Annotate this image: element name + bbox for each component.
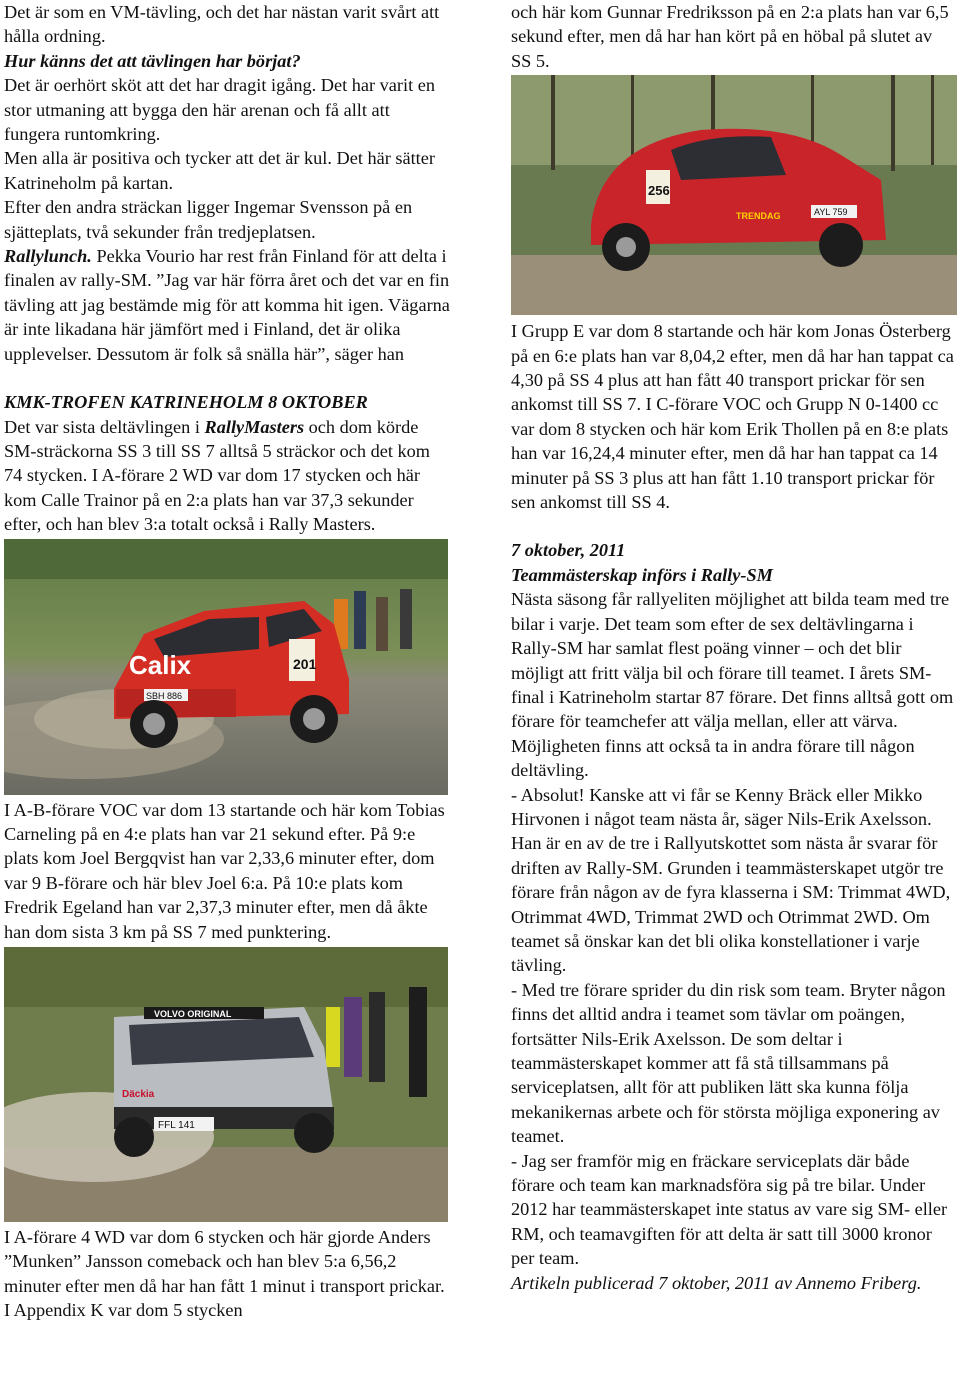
calix-decal: Calix [129,649,192,680]
car-number-256: 256 [648,183,670,199]
a4wd-paragraph: I A-förare 4 WD var dom 6 stycken och här gjorde Anders ”Munken” Jansson comeback och han blev 5:a 6,56,2 minuter efter men då har han fått 1 minut i transport prickar. I Appendix K var dom 5 stycken [4,1226,445,1321]
rally-photo-red-saab [511,75,957,315]
volvo-original-banner: VOLVO ORIGINAL [154,1008,232,1019]
fredriksson-paragraph: och här kom Gunnar Fredriksson på en 2:a plats han var 6,5 sekund efter, men då har han kört på en höbal på slutet av SS 5. [511,2,949,71]
article-body-2: - Absolut! Kanske att vi får se Kenny Bräck eller Mikko Hirvonen i något team nästa år, säger Nils-Erik Axelsson. Han är en av de tre i Rallyutskottet som nästa år svarar för driften av Rally-SM. Grunden i teammästerskapet utgör tre förare från någon av de fyra klasserna i SM: Trimmat 4WD, Otrimmat 4WD, Trimmat 2WD och Otrimmat 2WD. Om teamet så önskar kan det bli olika konstellationer i varje tävling. [511,784,951,976]
kmk-paragraph [4,415,450,537]
right-column [511,0,957,1295]
article-byline: Artikeln publicerad 7 oktober, 2011 av Annemo Friberg. [511,1272,922,1293]
rally-photo-red-clio [4,539,448,795]
interview-answer: Det är oerhört sköt att det har dragit igång. Det har varit en stor utmaning att bygga den här arenan och få allt att fungera runtomkring. [4,75,435,145]
rallymasters-name: RallyMasters [204,416,305,437]
trendag-decal: TRENDAG [736,211,781,222]
interview-answer-continued: Men alla är positiva och tycker att det är kul. Det här sätter Katrineholm på kartan. [4,148,435,193]
article-body-3: - Med tre förare sprider du din risk som team. Bryter någon finns det alltid andra i teamet som tävlar om poängen, fortsätter Nils-Erik Axelsson. De som deltar i teammästerskapet kommer att få stå tillsammans på serviceplatsen, allt för att publiken lätt ska kunna följa mekanikernas arbete och för största möjliga exponering av teamet. [511,979,946,1147]
article-body-4: - Jag ser framför mig en fräckare serviceplats där både förare och team kan marknadsföra sig på tre bilar. Under 2012 har teammästerskapet inte status av vare sig SM- eller RM, och teamavgiften för att delta är satt till 3000 kronor per team. [511,1150,948,1269]
ab-forare-paragraph: I A-B-förare VOC var dom 13 startande och här kom Tobias Carneling på en 4:e plats han var 21 sekund efter. På 9:e plats kom Joel Bergqvist han var 2,33,6 minuter efter, dom var 9 B-förare och här blev Joel 6:a. På 10:e plats kom Fredrik Egeland han var 2,37,3 minuter efter, men då åkte han dom sista 3 km på SS 7 med punktering. [4,799,445,942]
interview-question: Hur känns det att tävlingen har börjat? [4,50,301,71]
rallylunch-text: Pekka Vourio har rest från Finland för att delta i finalen av rally-SM. ”Jag var här förra året och det var en fin tävling att jag bestämde mig för att komma hit igen. Vägarna är inte likadana här jämfört med i Finland, det är olika upplevelser. Dessutom är folk så snälla här”, säger han [4,246,450,364]
grupp-e-paragraph: I Grupp E var dom 8 startande och här kom Jonas Österberg på en 6:e plats han var 8,04,2 efter, men då har han tappat ca 4,30 på SS 4 plus att han fått 40 transport prickar för sen ankomst till SS 7. I C-förare VOC och Grupp N 0-1400 cc var dom 8 stycken och här kom Erik Thollen på en 8:e plats han var 16,24,4 minuter efter, men då har han tappat ca 14 minuter på SS 3 plus att han fått 1.10 transport prickar för sen ankomst till SS 4. [511,321,954,513]
article-body-1: Nästa säsong får rallyeliten möjlighet att bilda team med tre bilar i varje. Det team som efter de sex deltävlingarna i Rally-SM har samlat flest poäng vinner – och det blir möjligt att fritt välja bil och förare till teamet. I årets SM-final i Katrineholm startar 87 förare. Det finns alltså gott om förare för teamchefer att välja mellan, eller att värva. Möjligheten finns att också ta in andra förare till någon deltävling. [511,589,954,781]
plate-ayl759: AYL 759 [814,207,848,218]
plate-sbh886: SBH 886 [146,690,183,701]
kmk-text-a: Det var sista deltävlingen i [4,416,205,437]
rallylunch-paragraph [4,244,450,366]
rally-photo-silver-volvo [4,947,448,1222]
kmk-heading: KMK-TROFEN KATRINEHOLM 8 OKTOBER [4,392,368,413]
kmk-text-c: och dom körde SM-sträckorna SS 3 till SS 7 alltså 5 sträckor och det kom 74 stycken. I A-förare 2 WD var dom 17 stycken och här kom Calle Trainor på en 2:a plats han var 37,3 sekunder efter, och han blev 3:a totalt också i Rally Masters. [4,416,431,535]
dackia-decal: Däckia [122,1088,155,1100]
article-headline: Teammästerskap införs i Rally-SM [511,564,773,585]
standings-paragraph: Efter den andra sträckan ligger Ingemar Svensson på en sjätteplats, två sekunder från tredjeplatsen. [4,197,413,242]
car-number-201: 201 [293,655,317,672]
article-date: 7 oktober, 2011 [511,540,626,561]
rallylunch-label: Rallylunch. [4,246,92,267]
plate-ffl141: FFL 141 [158,1119,195,1131]
left-column [4,0,450,1323]
intro-paragraph: Det är som en VM-tävling, och det har nästan varit svårt att hålla ordning. [4,2,440,47]
